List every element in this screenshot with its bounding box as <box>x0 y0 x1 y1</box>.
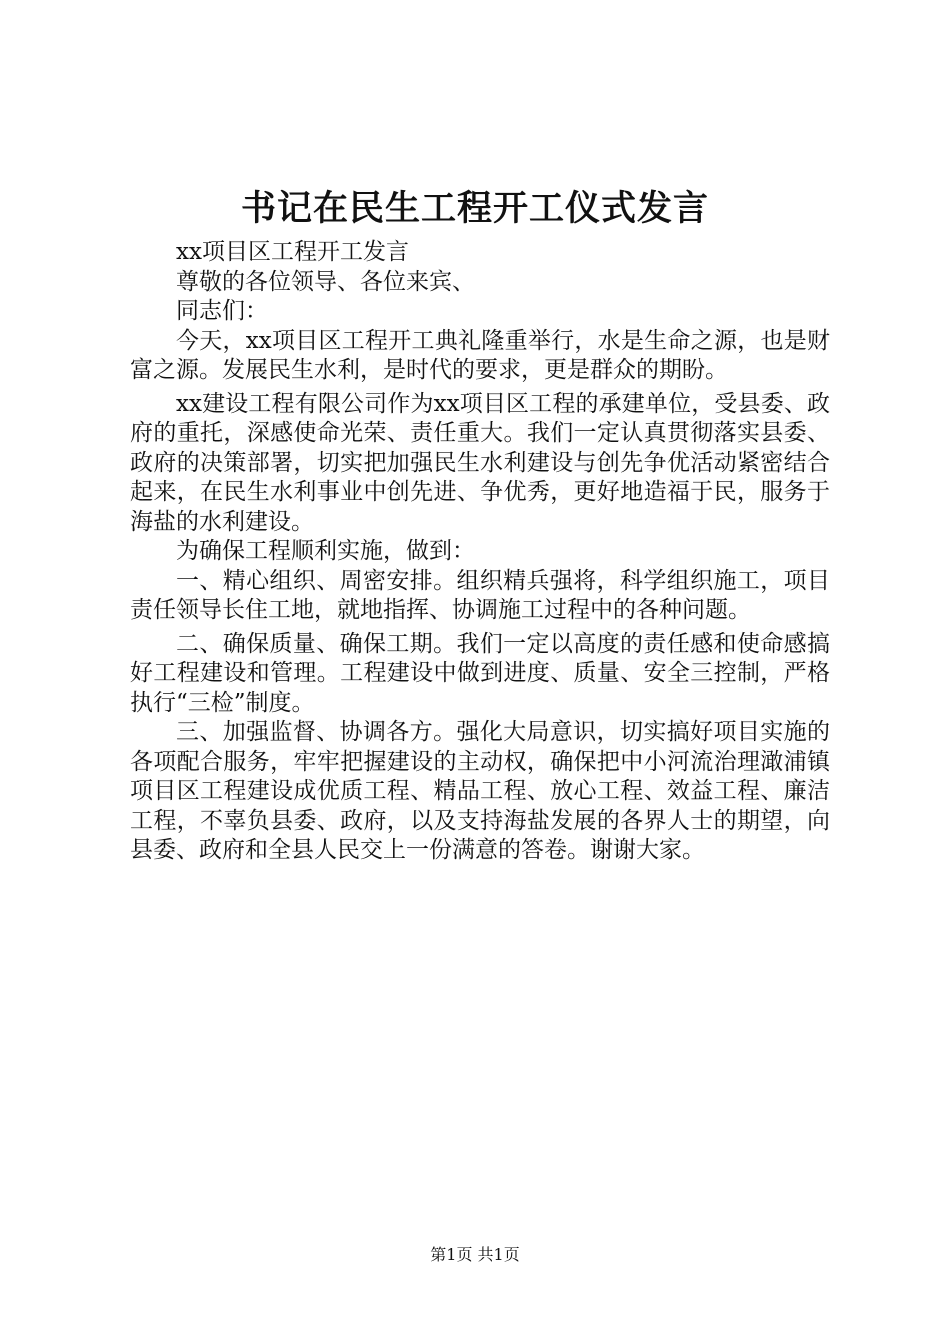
paragraph-company: xx建设工程有限公司作为xx项目区工程的承建单位，受县委、政府的重托，深感使命光荣、责任重大。我们一定认真贯彻落实县委、政府的决策部署，切实把加强民生水利建设与创先争优活动紧密结合起来，在民生水利事业中创先进、争优秀，更好地造福于民，服务于海盐的水利建设。 <box>130 390 830 535</box>
paragraph-point-one: 一、精心组织、周密安排。组织精兵强将，科学组织施工，项目责任领导长住工地，就地指挥、协调施工过程中的各种问题。 <box>130 567 830 623</box>
paragraph-commitment-intro: 为确保工程顺利实施，做到： <box>176 538 475 564</box>
paragraph-salutation: 尊敬的各位领导、各位来宾、 <box>176 268 475 295</box>
document-body <box>130 238 830 866</box>
document-title: 书记在民生工程开工仪式发言 <box>240 188 709 229</box>
page-number: 第1页 共1页 <box>430 1245 520 1264</box>
paragraph-point-two: 二、确保质量、确保工期。我们一定以高度的责任感和使命感搞好工程建设和管理。工程建设中做到进度、质量、安全三控制，严格执行“三检”制度。 <box>130 630 830 716</box>
paragraph-heading: xx项目区工程开工发言 <box>176 239 409 265</box>
paragraph-greeting: 同志们： <box>176 298 268 324</box>
paragraph-point-three: 三、加强监督、协调各方。强化大局意识，切实搞好项目实施的各项配合服务，牢牢把握建设的主动权，确保把中小河流治理澉浦镇项目区工程建设成优质工程、精品工程、放心工程、效益工程、廉洁工程，不辜负县委、政府，以及支持海盐发展的各界人士的期望，向县委、政府和全县人民交上一份满意的答卷。谢谢大家。 <box>130 719 830 863</box>
paragraph-opening: 今天，xx项目区工程开工典礼隆重举行，水是生命之源，也是财富之源。发展民生水利，是时代的要求，更是群众的期盼。 <box>130 327 830 383</box>
